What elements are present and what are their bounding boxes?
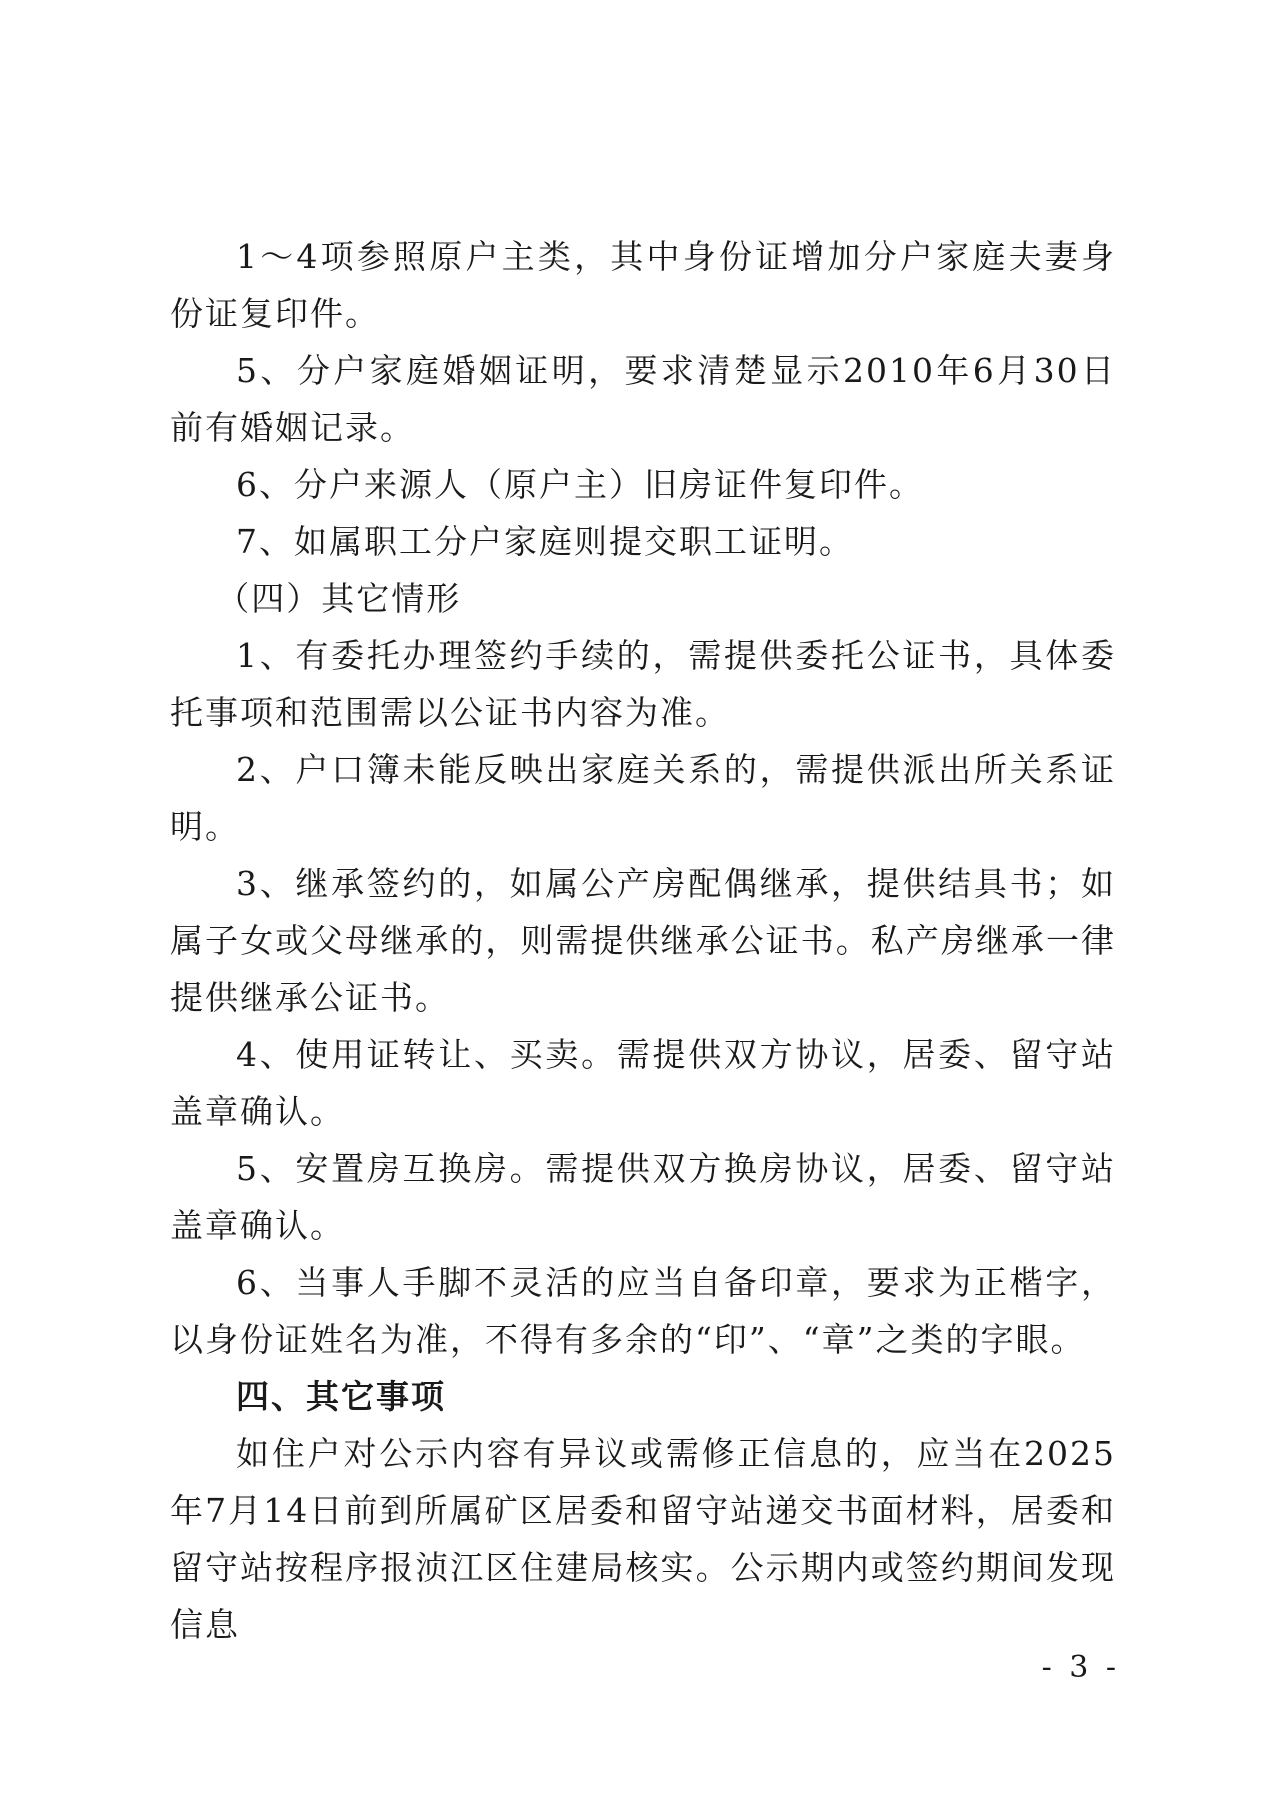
section-heading-other-situations: （四）其它情形 [216, 579, 462, 618]
paragraph-household-register: 2、户口簿未能反映出家庭关系的，需提供派出所关系证明。 [170, 750, 1116, 846]
paragraph-old-house-docs: 6、分户来源人（原户主）旧房证件复印件。 [236, 465, 924, 504]
paragraph-objection-procedure: 如住户对公示内容有异议或需修正信息的，应当在2025年7月14日前到所属矿区居委和留守站递交书面材料，居委和留守站按程序报浈江区住建局核实。公示期内或签约期间发现信息 [170, 1434, 1116, 1644]
page-number: - 3 - [1041, 1650, 1120, 1685]
paragraph-inheritance: 3、继承签约的，如属公产房配偶继承，提供结具书；如属子女或父母继承的，则需提供继承公证书。私产房继承一律提供继承公证书。 [170, 864, 1116, 1017]
document-body [170, 228, 1116, 1653]
paragraph-marriage-proof: 5、分户家庭婚姻证明，要求清楚显示2010年6月30日前有婚姻记录。 [170, 351, 1116, 447]
paragraph-certificate-transfer: 4、使用证转让、买卖。需提供双方协议，居委、留守站盖章确认。 [170, 1035, 1116, 1131]
paragraph-id-copy-items: 1～4项参照原户主类，其中身份证增加分户家庭夫妻身份证复印件。 [170, 237, 1116, 333]
section-heading-other-matters: 四、其它事项 [236, 1377, 446, 1416]
paragraph-seal-requirement: 6、当事人手脚不灵活的应当自备印章，要求为正楷字，以身份证姓名为准，不得有多余的“印”、“章”之类的字眼。 [170, 1263, 1116, 1359]
paragraph-house-exchange: 5、安置房互换房。需提供双方换房协议，居委、留守站盖章确认。 [170, 1149, 1116, 1245]
paragraph-entrusted-signing: 1、有委托办理签约手续的，需提供委托公证书，具体委托事项和范围需以公证书内容为准。 [170, 636, 1116, 732]
paragraph-employee-proof: 7、如属职工分户家庭则提交职工证明。 [236, 522, 854, 561]
